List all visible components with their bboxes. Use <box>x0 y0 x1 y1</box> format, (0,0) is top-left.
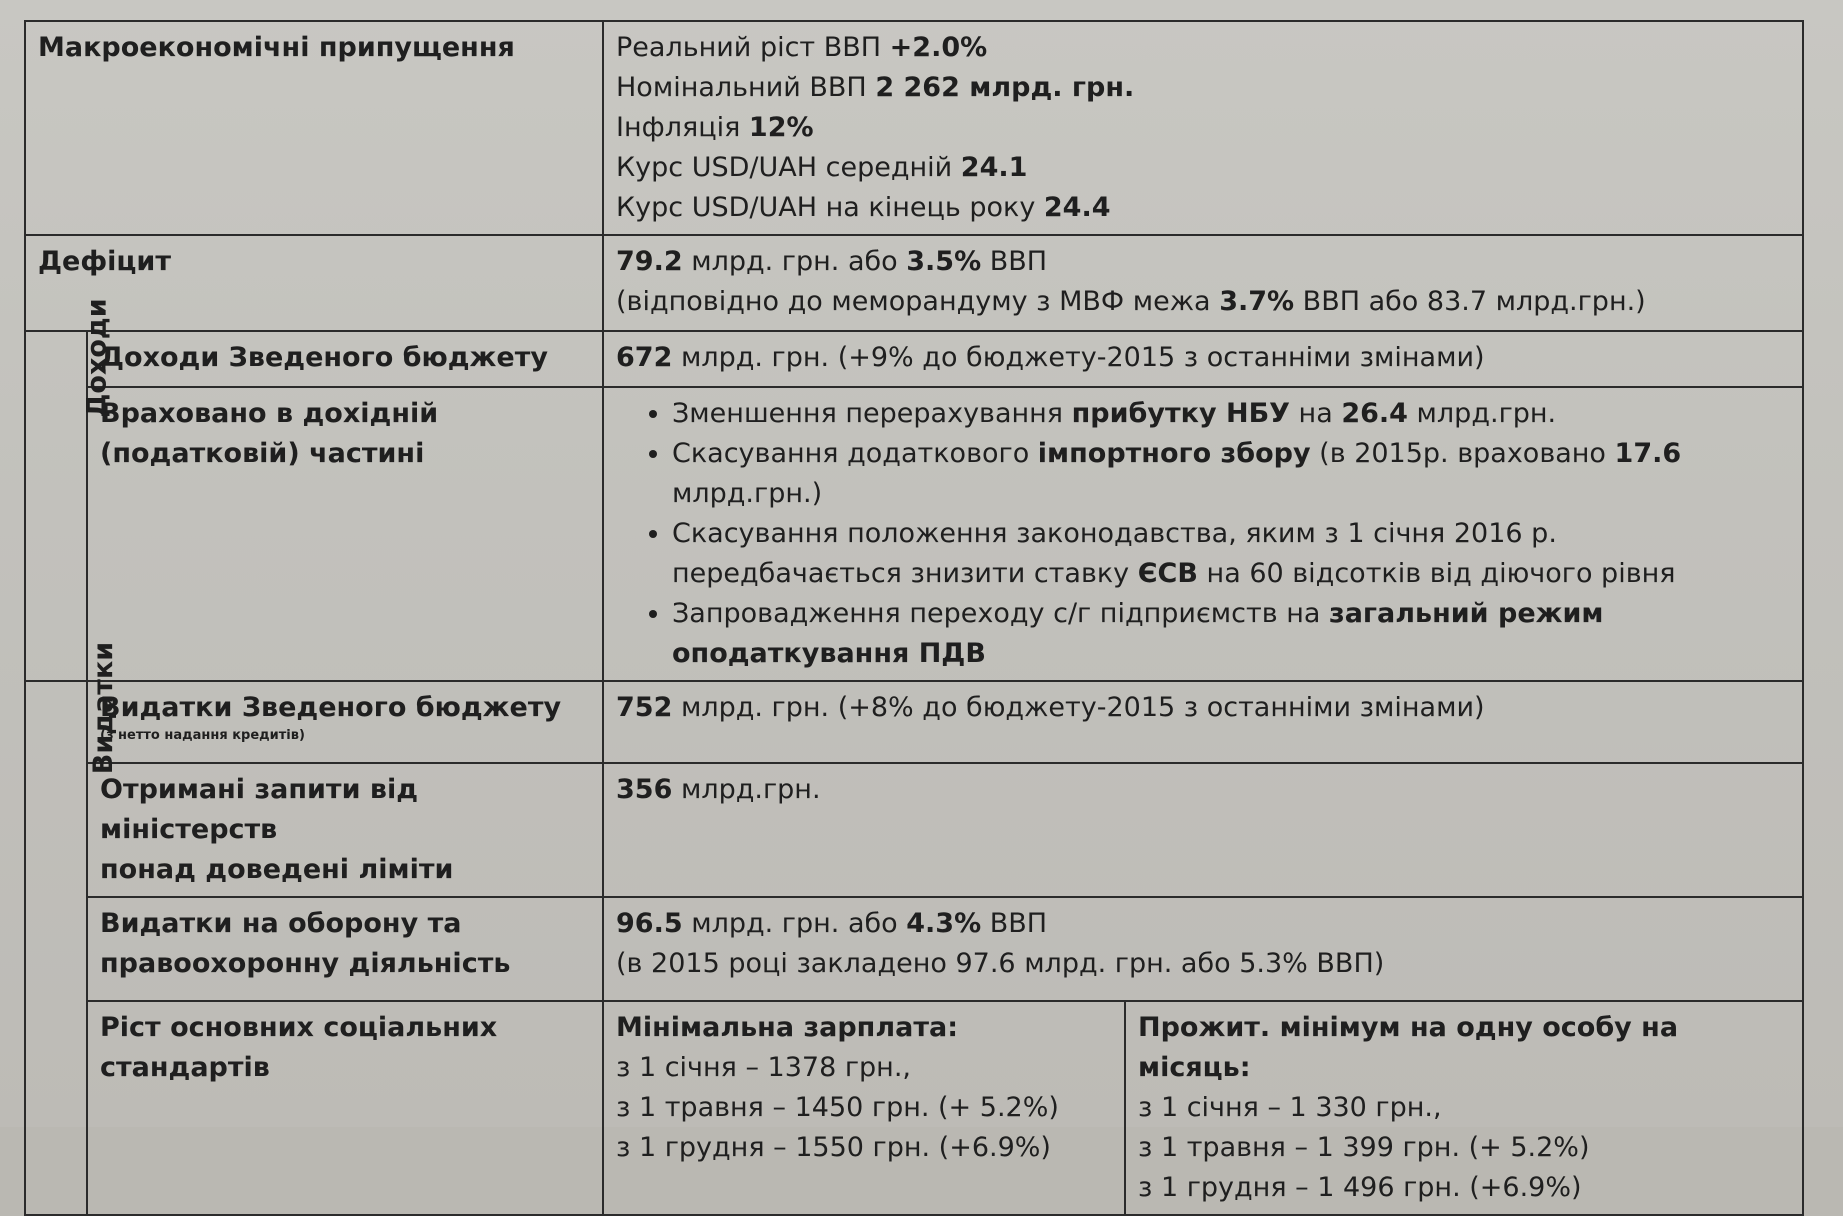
row-macro <box>25 21 1803 235</box>
list-item: з 1 грудня – 1 496 грн. (+6.9%) <box>1138 1172 1582 1203</box>
deficit-label: Дефіцит <box>25 235 603 331</box>
expenditures-group-label: Видатки <box>25 681 87 1215</box>
macro-values <box>603 21 1803 235</box>
min-wage-cell <box>603 1001 1125 1215</box>
list-item: з 1 січня – 1 330 грн., <box>1138 1092 1442 1123</box>
list-item: • Скасування положення законодавства, яким з 1 січня 2016 р. передбачається знизити ставку ЄСВ на 60 відсотків від діючого рівня <box>672 514 1790 594</box>
row-social <box>25 1001 1803 1215</box>
row-defense <box>25 897 1803 1001</box>
row-revenues-included <box>25 387 1803 681</box>
list-item: • Запровадження переходу с/г підприємств на загальний режим оподаткування ПДВ <box>672 594 1790 674</box>
requests-value: 356 млрд.грн. <box>603 763 1803 897</box>
deficit-line-2: (відповідно до меморандуму з МВФ межа 3.7% ВВП або 83.7 млрд.грн.) <box>616 286 1646 317</box>
list-item: • Зменшення перерахування прибутку НБУ на 26.4 млрд.грн. <box>672 394 1790 434</box>
macro-line: Інфляція 12% <box>616 112 814 143</box>
macro-line: Реальний ріст ВВП +2.0% <box>616 32 988 63</box>
revenues-included-list <box>603 387 1803 681</box>
defense-label: Видатки на оборону та правоохоронну діяльність <box>87 897 603 1001</box>
deficit-line-1: 79.2 млрд. грн. або 3.5% ВВП <box>616 246 1048 277</box>
defense-line-1: 96.5 млрд. грн. або 4.3% ВВП <box>616 908 1048 939</box>
social-label: Ріст основних соціальних стандартів <box>87 1001 603 1215</box>
revenues-total-value: 672 млрд. грн. (+9% до бюджету-2015 з останніми змінами) <box>603 331 1803 387</box>
macro-line: Курс USD/UAH на кінець року 24.4 <box>616 192 1111 223</box>
subsistence-cell <box>1125 1001 1803 1215</box>
requests-label: Отримані запити від міністерств понад доведені ліміти <box>87 763 603 897</box>
expenditures-total-sublabel: (з нетто надання кредитів) <box>100 728 305 743</box>
expenditures-total-value: 752 млрд. грн. (+8% до бюджету-2015 з останніми змінами) <box>603 681 1803 763</box>
row-deficit <box>25 235 1803 331</box>
row-requests <box>25 763 1803 897</box>
row-revenues-total <box>25 331 1803 387</box>
macro-line: Номінальний ВВП 2 262 млрд. грн. <box>616 72 1135 103</box>
subsistence-title: Прожит. мінімум на одну особу на місяць: <box>1138 1012 1679 1083</box>
list-item: з 1 грудня – 1550 грн. (+6.9%) <box>616 1132 1051 1163</box>
revenues-included-label: Враховано в дохідній (податковій) частині <box>87 387 603 681</box>
list-item: з 1 травня – 1450 грн. (+ 5.2%) <box>616 1092 1059 1123</box>
row-expenditures-total <box>25 681 1803 763</box>
list-item: з 1 січня – 1378 грн., <box>616 1052 911 1083</box>
defense-values <box>603 897 1803 1001</box>
defense-line-2: (в 2015 році закладено 97.6 млрд. грн. або 5.3% ВВП) <box>616 948 1385 979</box>
min-wage-title: Мінімальна зарплата: <box>616 1012 958 1043</box>
revenues-total-label: Доходи Зведеного бюджету <box>87 331 603 387</box>
list-item: з 1 травня – 1 399 грн. (+ 5.2%) <box>1138 1132 1590 1163</box>
budget-table <box>24 20 1804 1216</box>
revenues-group-label: Доходи <box>25 331 87 681</box>
expenditures-total-label: Видатки Зведеного бюджету (з нетто надання кредитів) <box>87 681 603 763</box>
macro-line: Курс USD/UAH середній 24.1 <box>616 152 1028 183</box>
deficit-values <box>603 235 1803 331</box>
macro-label: Макроекономічні припущення <box>25 21 603 235</box>
list-item: • Скасування додаткового імпортного збору (в 2015р. враховано 17.6 млрд.грн.) <box>672 434 1790 514</box>
